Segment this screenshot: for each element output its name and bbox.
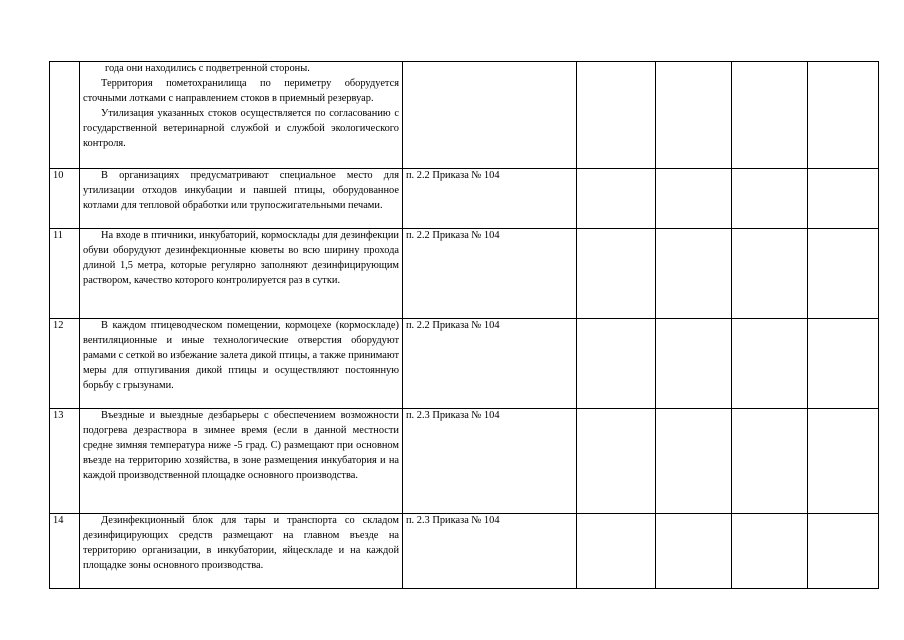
legal-reference: п. 2.3 Приказа № 104: [403, 514, 577, 589]
table-row: [50, 409, 879, 514]
answer-cell-na: [732, 319, 808, 409]
requirement-paragraph: Дезинфекционный блок для тары и транспорта со складом дезинфицирующих средств размещают на главном въезде на территорию организации, в инкубатории, яйцескладе и на каждой площадке зоны основного производства.: [83, 515, 399, 571]
legal-reference: п. 2.2 Приказа № 104: [403, 319, 577, 409]
checklist-body: [50, 62, 879, 589]
row-number: 10: [50, 169, 80, 229]
row-number: 12: [50, 319, 80, 409]
requirement-text: [80, 169, 403, 229]
requirement-text: [80, 514, 403, 589]
legal-reference: п. 2.2 Приказа № 104: [403, 169, 577, 229]
table-row: [50, 62, 879, 169]
answer-cell-yes: [577, 62, 656, 169]
legal-reference: п. 2.2 Приказа № 104: [403, 229, 577, 319]
requirement-paragraph: На входе в птичники, инкубаторий, кормосклады для дезинфекции обуви оборудуют дезинфекционные кюветы во всю ширину прохода длиной 1,5 метра, которые регулярно заполняют дезинфицирующим раствором, качество которого контролируется раз в сутки.: [83, 230, 399, 286]
requirement-paragraph: Утилизация указанных стоков осуществляется по согласованию с государственной ветеринарной службой и службой экологического контроля.: [83, 107, 399, 149]
table-row: [50, 319, 879, 409]
row-number: 11: [50, 229, 80, 319]
table-row: [50, 514, 879, 589]
answer-cell-yes: [577, 409, 656, 514]
requirement-paragraph: Территория пометохранилища по периметру оборудуется сточными лотками с направлением стоков в приемный резервуар.: [83, 77, 399, 104]
row-number: [50, 62, 80, 169]
answer-cell-yes: [577, 169, 656, 229]
answer-cell-no: [656, 229, 732, 319]
answer-cell-na: [732, 514, 808, 589]
requirement-text: [80, 409, 403, 514]
answer-cell-note: [808, 229, 879, 319]
answer-cell-na: [732, 169, 808, 229]
answer-cell-no: [656, 62, 732, 169]
answer-cell-na: [732, 62, 808, 169]
answer-cell-note: [808, 409, 879, 514]
answer-cell-yes: [577, 514, 656, 589]
requirement-text: [80, 319, 403, 409]
table-row: [50, 229, 879, 319]
checklist-table: [49, 61, 879, 589]
legal-reference: [403, 62, 577, 169]
requirement-paragraph: Въездные и выездные дезбарьеры с обеспечением возможности подогрева дезраствора в зимнее время (если в данной местности средне зимняя температура ниже -5 град. С) размещают при основном въезде на территорию хозяйства, в зоне размещения инкубатория и на каждой производственной площадке основного производства.: [83, 410, 399, 481]
answer-cell-yes: [577, 319, 656, 409]
table-row: [50, 169, 879, 229]
answer-cell-no: [656, 514, 732, 589]
answer-cell-yes: [577, 229, 656, 319]
requirement-paragraph: В каждом птицеводческом помещении, кормоцехе (кормоскладе) вентиляционные и иные технологические отверстия оборудуют рамами с сеткой во избежание залета дикой птицы, а также принимают меры для отпугивания дикой птицы и осуществляют постоянную борьбу с грызунами.: [83, 320, 399, 391]
answer-cell-no: [656, 169, 732, 229]
answer-cell-na: [732, 229, 808, 319]
requirement-text: [80, 229, 403, 319]
row-number: 13: [50, 409, 80, 514]
answer-cell-note: [808, 169, 879, 229]
answer-cell-na: [732, 409, 808, 514]
requirement-text: [80, 62, 403, 169]
answer-cell-note: [808, 319, 879, 409]
row-number: 14: [50, 514, 80, 589]
requirement-paragraph: года они находились с подветренной стороны.: [105, 63, 310, 74]
legal-reference: п. 2.3 Приказа № 104: [403, 409, 577, 514]
answer-cell-no: [656, 319, 732, 409]
answer-cell-note: [808, 62, 879, 169]
answer-cell-note: [808, 514, 879, 589]
answer-cell-no: [656, 409, 732, 514]
requirement-paragraph: В организациях предусматривают специальное место для утилизации отходов инкубации и павшей птицы, оборудованное котлами для тепловой обработки или трупосжигательными печами.: [83, 170, 399, 211]
